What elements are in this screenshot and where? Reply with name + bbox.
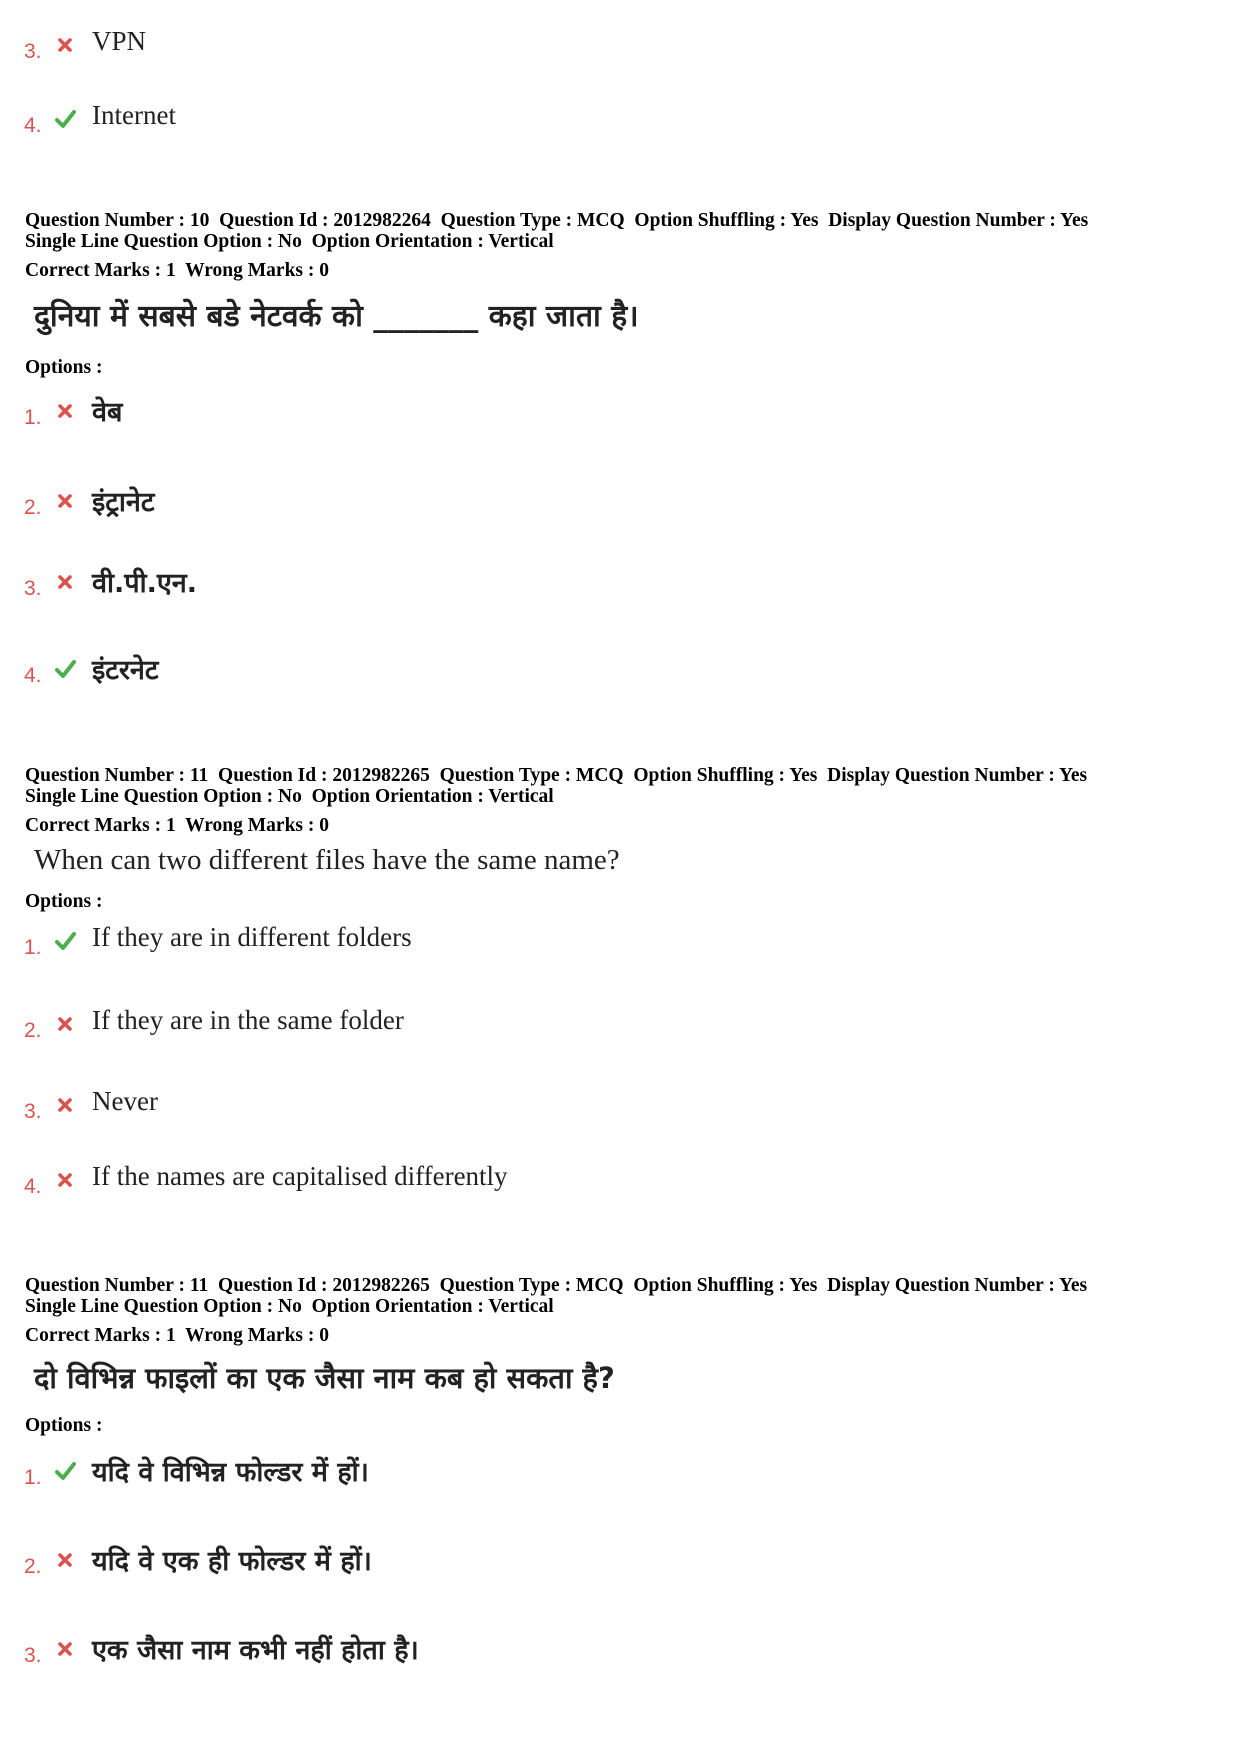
cross-icon: [54, 1638, 76, 1660]
option-number: 4.: [24, 664, 42, 687]
option-text: इंट्रानेट: [92, 487, 155, 518]
cross-icon: [54, 1549, 76, 1571]
option-text: इंटरनेट: [92, 655, 159, 686]
option-number: 4.: [24, 114, 42, 137]
check-icon: [54, 108, 76, 130]
option-number: 1.: [24, 936, 42, 959]
check-icon: [54, 930, 76, 952]
option-text: Never: [92, 1086, 158, 1116]
options-label: Options :: [25, 357, 103, 378]
options-label: Options :: [25, 891, 103, 912]
option-number: 3.: [24, 1100, 42, 1123]
option-number: 2.: [24, 496, 42, 519]
question-text: When can two different files have the same name?: [34, 844, 620, 876]
option-number: 3.: [24, 40, 42, 63]
option-number: 1.: [24, 1466, 42, 1489]
option-text: VPN: [92, 26, 147, 56]
marks-line: Correct Marks : 1 Wrong Marks : 0: [25, 1325, 330, 1346]
option-number: 1.: [24, 406, 42, 429]
option-text: एक जैसा नाम कभी नहीं होता है।: [92, 1635, 419, 1666]
question-meta-line-2: Single Line Question Option : No Option Orientation : Vertical: [25, 786, 554, 807]
cross-icon: [54, 1013, 76, 1035]
option-text: वेब: [92, 397, 123, 428]
cross-icon: [54, 571, 76, 593]
cross-icon: [54, 34, 76, 56]
option-number: 3.: [24, 577, 42, 600]
options-label: Options :: [25, 1415, 103, 1436]
question-text: दो विभिन्न फाइलों का एक जैसा नाम कब हो सकता है?: [34, 1361, 615, 1395]
cross-icon: [54, 400, 76, 422]
option-number: 4.: [24, 1175, 42, 1198]
marks-line: Correct Marks : 1 Wrong Marks : 0: [25, 260, 330, 281]
question-meta-line-1: Question Number : 11 Question Id : 2012982265 Question Type : MCQ Option Shuffling : Yes Display Question Number : Yes: [25, 765, 1088, 786]
option-text: यदि वे विभिन्न फोल्डर में हों।: [92, 1457, 369, 1488]
question-meta-line-2: Single Line Question Option : No Option Orientation : Vertical: [25, 1296, 554, 1317]
option-text: If the names are capitalised differently: [92, 1161, 508, 1191]
cross-icon: [54, 490, 76, 512]
option-number: 2.: [24, 1555, 42, 1578]
question-text: दुनिया में सबसे बडे नेटवर्क को _______ कहा जाता है।: [34, 299, 639, 334]
option-text: If they are in different folders: [92, 922, 412, 952]
marks-line: Correct Marks : 1 Wrong Marks : 0: [25, 815, 330, 836]
option-text: If they are in the same folder: [92, 1005, 404, 1035]
question-meta-line-1: Question Number : 10 Question Id : 2012982264 Question Type : MCQ Option Shuffling : Yes Display Question Number : Yes: [25, 210, 1089, 231]
check-icon: [54, 1460, 76, 1482]
option-text: यदि वे एक ही फोल्डर में हों।: [92, 1546, 372, 1577]
option-number: 2.: [24, 1019, 42, 1042]
question-meta-line-1: Question Number : 11 Question Id : 2012982265 Question Type : MCQ Option Shuffling : Yes Display Question Number : Yes: [25, 1275, 1088, 1296]
cross-icon: [54, 1169, 76, 1191]
check-icon: [54, 658, 76, 680]
cross-icon: [54, 1094, 76, 1116]
option-text: Internet: [92, 100, 176, 130]
option-number: 3.: [24, 1644, 42, 1667]
option-text: वी.पी.एन.: [92, 568, 198, 599]
question-meta-line-2: Single Line Question Option : No Option Orientation : Vertical: [25, 231, 554, 252]
